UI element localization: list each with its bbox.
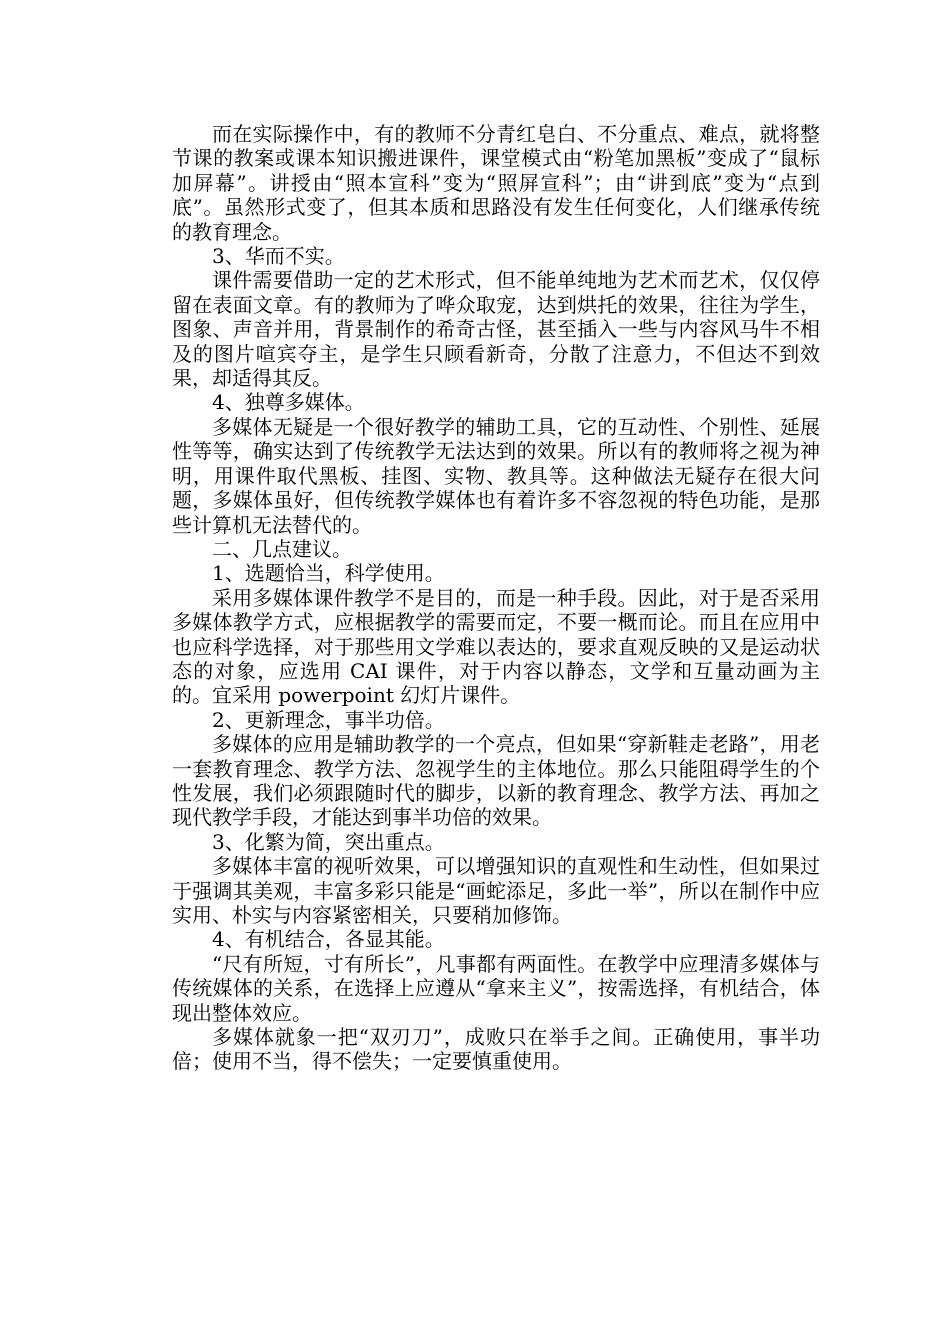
section-heading-suggestions: 二、几点建议。 <box>212 536 352 561</box>
paragraph-8: 多媒体就象一把“双刃刀”，成败只在举手之间。正确使用，事半功倍；使用不当，得不偿失；一定要慎重使用。 <box>172 1025 820 1074</box>
heading-2-update-concept: 2、更新理念，事半功倍。 <box>212 707 445 732</box>
paragraph-4: 采用多媒体课件教学不是目的，而是一种手段。因此，对于是否采用多媒体教学方式，应根据教学的需要而定，不要一概而论。而且在应用中也应科学选择，对于那些用文学难以表达的，要求直观反映的又是运动状态的对象，应选用 CAI 课件，对于内容以静态，文学和互量动画为主的。宜采用 powerpoint 幻灯片课件。 <box>172 585 820 708</box>
heading-4-combine: 4、有机结合，各显其能。 <box>212 927 445 952</box>
paragraph-7: “尺有所短，寸有所长”，凡事都有两面性。在教学中应理清多媒体与传统媒体的关系，在选择上应遵从“拿来主义”，按需选择，有机结合，体现出整体效应。 <box>172 951 820 1025</box>
paragraph-2: 课件需要借助一定的艺术形式，但不能单纯地为艺术而艺术，仅仅停留在表面文章。有的教师为了哗众取宠，达到烘托的效果，往往为学生，图象、声音并用，背景制作的希奇古怪，甚至插入一些与内容风马牛不相及的图片喧宾夺主，是学生只顾看新奇，分散了注意力，不但达不到效果，却适得其反。 <box>172 268 820 391</box>
paragraph-5: 多媒体的应用是辅助教学的一个亮点，但如果“穿新鞋走老路”，用老一套教育理念、教学方法、忽视学生的主体地位。那么只能阻碍学生的个性发展，我们必须跟随时代的脚步，以新的教育理念、教学方法、再加之现代教学手段，才能达到事半功倍的效果。 <box>172 732 820 830</box>
document-body <box>172 122 820 1074</box>
heading-1-topic-selection: 1、选题恰当，科学使用。 <box>212 561 445 586</box>
heading-3-simplify: 3、化繁为简，突出重点。 <box>212 829 445 854</box>
paragraph-6: 多媒体丰富的视听效果，可以增强知识的直观性和生动性，但如果过于强调其美观，丰富多彩只能是“画蛇添足，多此一举”，所以在制作中应实用、朴实与内容紧密相关，只要稍加修饰。 <box>172 854 820 927</box>
heading-4-multimedia-only: 4、独尊多媒体。 <box>212 390 365 415</box>
paragraph-3: 多媒体无疑是一个很好教学的辅助工具，它的互动性、个别性、延展性等等，确实达到了传统教学无法达到的效果。所以有的教师将之视为神明，用课件取代黑板、挂图、实物、教具等。这种做法无疑存在很大问题，多媒体虽好，但传统教学媒体也有着许多不容忽视的特色功能，是那些计算机无法替代的。 <box>172 414 820 537</box>
heading-3-superficial: 3、华而不实。 <box>212 244 345 269</box>
paragraph-1: 而在实际操作中，有的教师不分青红皂白、不分重点、难点，就将整节课的教案或课本知识搬进课件，课堂模式由“粉笔加黑板”变成了“鼠标加屏幕”。讲授由“照本宣科”变为“照屏宣科”；由“讲到底”变为“点到底”。虽然形式变了，但其本质和思路没有发生任何变化，人们继承传统的教育理念。 <box>172 122 820 244</box>
